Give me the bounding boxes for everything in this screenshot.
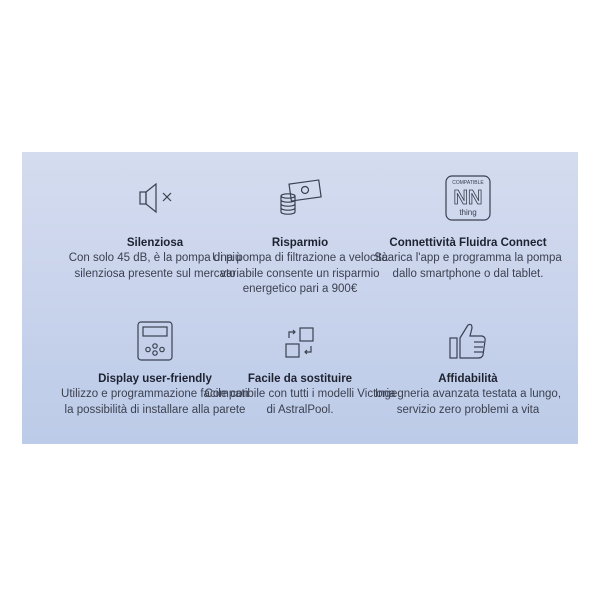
thumbs-up-icon	[446, 320, 490, 362]
feature-connettivita	[374, 152, 562, 302]
feature-affidabilita	[374, 312, 562, 442]
feature-title: Facile da sostituire	[247, 373, 353, 385]
feature-description: Una pompa di filtrazione a velocità variabile consente un risparmio energetico pari a 900€	[212, 252, 388, 295]
feature-title: Affidabilità	[438, 373, 498, 385]
replace-swap-icon	[280, 322, 320, 362]
feature-title: Connettività Fluidra Connect	[389, 237, 547, 249]
feature-title: Silenziosa	[126, 237, 184, 249]
feature-description: Ingegneria avanzata testata a lungo, servizio zero problemi a vita	[374, 388, 562, 416]
feature-description: Utilizzo e programmazione facile con la possibilità di installare alla parete	[61, 388, 249, 416]
icon-label-thing: thing	[459, 208, 477, 217]
icon-label-nn: NN	[453, 187, 483, 209]
feature-title: Display user-friendly	[98, 373, 212, 385]
feature-risparmio	[210, 152, 390, 302]
features-panel	[22, 152, 578, 444]
control-display-icon	[135, 320, 175, 362]
icon-label-compatible: COMPATIBLE	[452, 180, 484, 186]
money-coins-icon	[274, 174, 326, 220]
feature-facile-sostituire	[204, 312, 396, 442]
feature-title: Risparmio	[271, 237, 329, 249]
speaker-mute-icon	[129, 174, 181, 220]
feature-description: Con solo 45 dB, è la pompa di più silenziosa presente sul mercato	[68, 252, 242, 280]
feature-description: Compatibile con tutti i modelli Victoria di AstralPool.	[204, 388, 396, 416]
feature-description: Scarica l'app e programma la pompa dallo smartphone o dal tablet.	[374, 252, 562, 280]
nn-thing-compatible-icon	[444, 174, 492, 222]
